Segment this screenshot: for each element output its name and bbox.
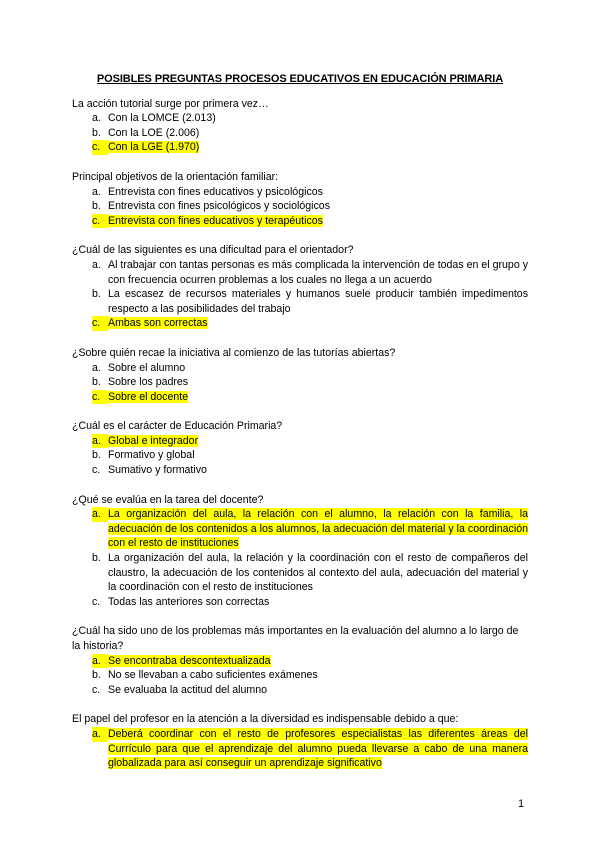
option-letter: b.: [92, 200, 101, 213]
option-list: [72, 111, 528, 155]
option-text: Con la LOMCE (2.013): [108, 112, 216, 125]
option-item: [72, 448, 528, 463]
option-text: La organización del aula, la relación y la coordinación con el resto de compañeros del claustro, la adecuación de los contenidos al contexto del aula, adecuación del material y la coordinación con el resto de instituciones: [108, 552, 528, 594]
option-text: No se llevaban a cabo suficientes exámenes: [108, 669, 318, 682]
option-letter: a.: [92, 112, 101, 125]
question-text: ¿Qué se evalúa en la tarea del docente?: [72, 493, 264, 506]
option-text: Sobre el docente: [108, 390, 189, 403]
question-text: ¿Cuál ha sido uno de los problemas más importantes en la evaluación del alumno a lo largo de la historia?: [72, 625, 519, 652]
option-item: [72, 258, 528, 287]
option-item-highlighted: [72, 214, 528, 229]
option-text: Formativo y global: [108, 449, 195, 462]
option-list: [72, 434, 528, 478]
question-text: ¿Cuál es el carácter de Educación Primaria?: [72, 420, 283, 433]
option-item: [72, 551, 528, 595]
question-text: ¿Sobre quién recae la iniciativa al comienzo de las tutorías abiertas?: [72, 346, 396, 359]
option-item-highlighted: [72, 654, 528, 669]
option-text: Sobre los padres: [108, 376, 189, 389]
option-text: Sumativo y formativo: [108, 464, 207, 477]
option-letter: c.: [92, 595, 101, 608]
option-letter: c.: [92, 141, 101, 154]
option-item: [72, 668, 528, 683]
option-letter: c.: [92, 317, 101, 330]
option-item: [72, 199, 528, 214]
option-text: Con la LOE (2.006): [108, 126, 200, 139]
option-text: Se evaluaba la actitud del alumno: [108, 683, 268, 696]
question-text: ¿Cuál de las siguientes es una dificultad para el orientador?: [72, 244, 354, 257]
question-text: La acción tutorial surge por primera vez…: [72, 97, 269, 110]
option-letter: c.: [92, 390, 101, 403]
option-list: [72, 258, 528, 331]
option-list: [72, 361, 528, 405]
page-number: 1: [518, 798, 524, 810]
option-text: La escasez de recursos materiales y humanos suele producir también impedimentos respecto a las posibilidades del trabajo: [108, 288, 528, 315]
option-letter: a.: [92, 185, 101, 198]
question-text: Principal objetivos de la orientación familiar:: [72, 170, 279, 183]
option-list: [72, 507, 528, 609]
option-letter: b.: [92, 552, 101, 565]
option-text: La organización del aula, la relación con el alumno, la relación con la familia, la adecuación de los contenidos a los alumnos, la adecuación del material y la coordinación con el resto de instituciones: [108, 508, 528, 550]
option-item: [72, 111, 528, 126]
option-letter: b.: [92, 126, 101, 139]
option-letter: b.: [92, 288, 101, 301]
option-letter: b.: [92, 376, 101, 389]
option-item: [72, 361, 528, 376]
option-text: Todas las anteriores son correctas: [108, 595, 270, 608]
question-block: [72, 712, 528, 770]
option-letter: b.: [92, 449, 101, 462]
option-item-highlighted: [72, 507, 528, 551]
option-item-highlighted: [72, 390, 528, 405]
option-text: Entrevista con fines educativos y psicológicos: [108, 185, 323, 198]
option-letter: c.: [92, 683, 101, 696]
document-title: POSIBLES PREGUNTAS PROCESOS EDUCATIVOS EN EDUCACIÓN PRIMARIA: [96, 73, 504, 85]
question-block: [72, 243, 528, 331]
option-item: [72, 126, 528, 141]
option-item-highlighted: [72, 316, 528, 331]
option-text: Al trabajar con tantas personas es más complicada la intervención de todas en el grupo y con frecuencia ocurren problemas a los cuales no llega a un acuerdo: [108, 258, 528, 286]
question-block: [72, 493, 528, 610]
option-item: [72, 185, 528, 200]
option-text: Con la LGE (1.970): [108, 141, 200, 154]
option-item: [72, 287, 528, 316]
option-text: Deberá coordinar con el resto de profesores especialistas las diferentes áreas del Currículo para que el aprendizaje del alumno pueda llevarse a cabo de una manera globalizada para así conseguir un aprendizaje significativo: [108, 727, 528, 770]
option-list: [72, 727, 528, 771]
option-text: Entrevista con fines psicológicos y sociológicos: [108, 200, 330, 213]
option-letter: c.: [92, 214, 101, 227]
option-letter: a.: [92, 508, 101, 521]
option-item: [72, 375, 528, 390]
option-letter: a.: [92, 654, 101, 667]
option-item-highlighted: [72, 727, 528, 771]
option-text: Se encontraba descontextualizada: [108, 654, 271, 667]
question-block: [72, 419, 528, 477]
option-letter: a.: [92, 258, 101, 271]
option-item-highlighted: [72, 434, 528, 449]
option-text: Sobre el alumno: [108, 361, 186, 374]
question-block: [72, 170, 528, 228]
option-list: [72, 185, 528, 229]
option-letter: c.: [92, 464, 101, 477]
question-block: [72, 97, 528, 155]
question-text: El papel del profesor en la atención a la diversidad es indispensable debido a que:: [72, 713, 459, 726]
option-item: [72, 683, 528, 698]
option-text: Entrevista con fines educativos y terapéuticos: [108, 214, 323, 227]
question-list: [72, 97, 528, 771]
option-item: [72, 595, 528, 610]
option-list: [72, 654, 528, 698]
question-block: [72, 346, 528, 404]
option-item: [72, 463, 528, 478]
option-letter: a.: [92, 727, 101, 740]
option-text: Global e integrador: [108, 434, 199, 447]
option-letter: a.: [92, 361, 101, 374]
question-block: [72, 624, 528, 697]
option-letter: b.: [92, 669, 101, 682]
option-letter: a.: [92, 434, 101, 447]
option-text: Ambas son correctas: [108, 317, 208, 330]
page-content: [72, 72, 528, 786]
option-item-highlighted: [72, 140, 528, 155]
